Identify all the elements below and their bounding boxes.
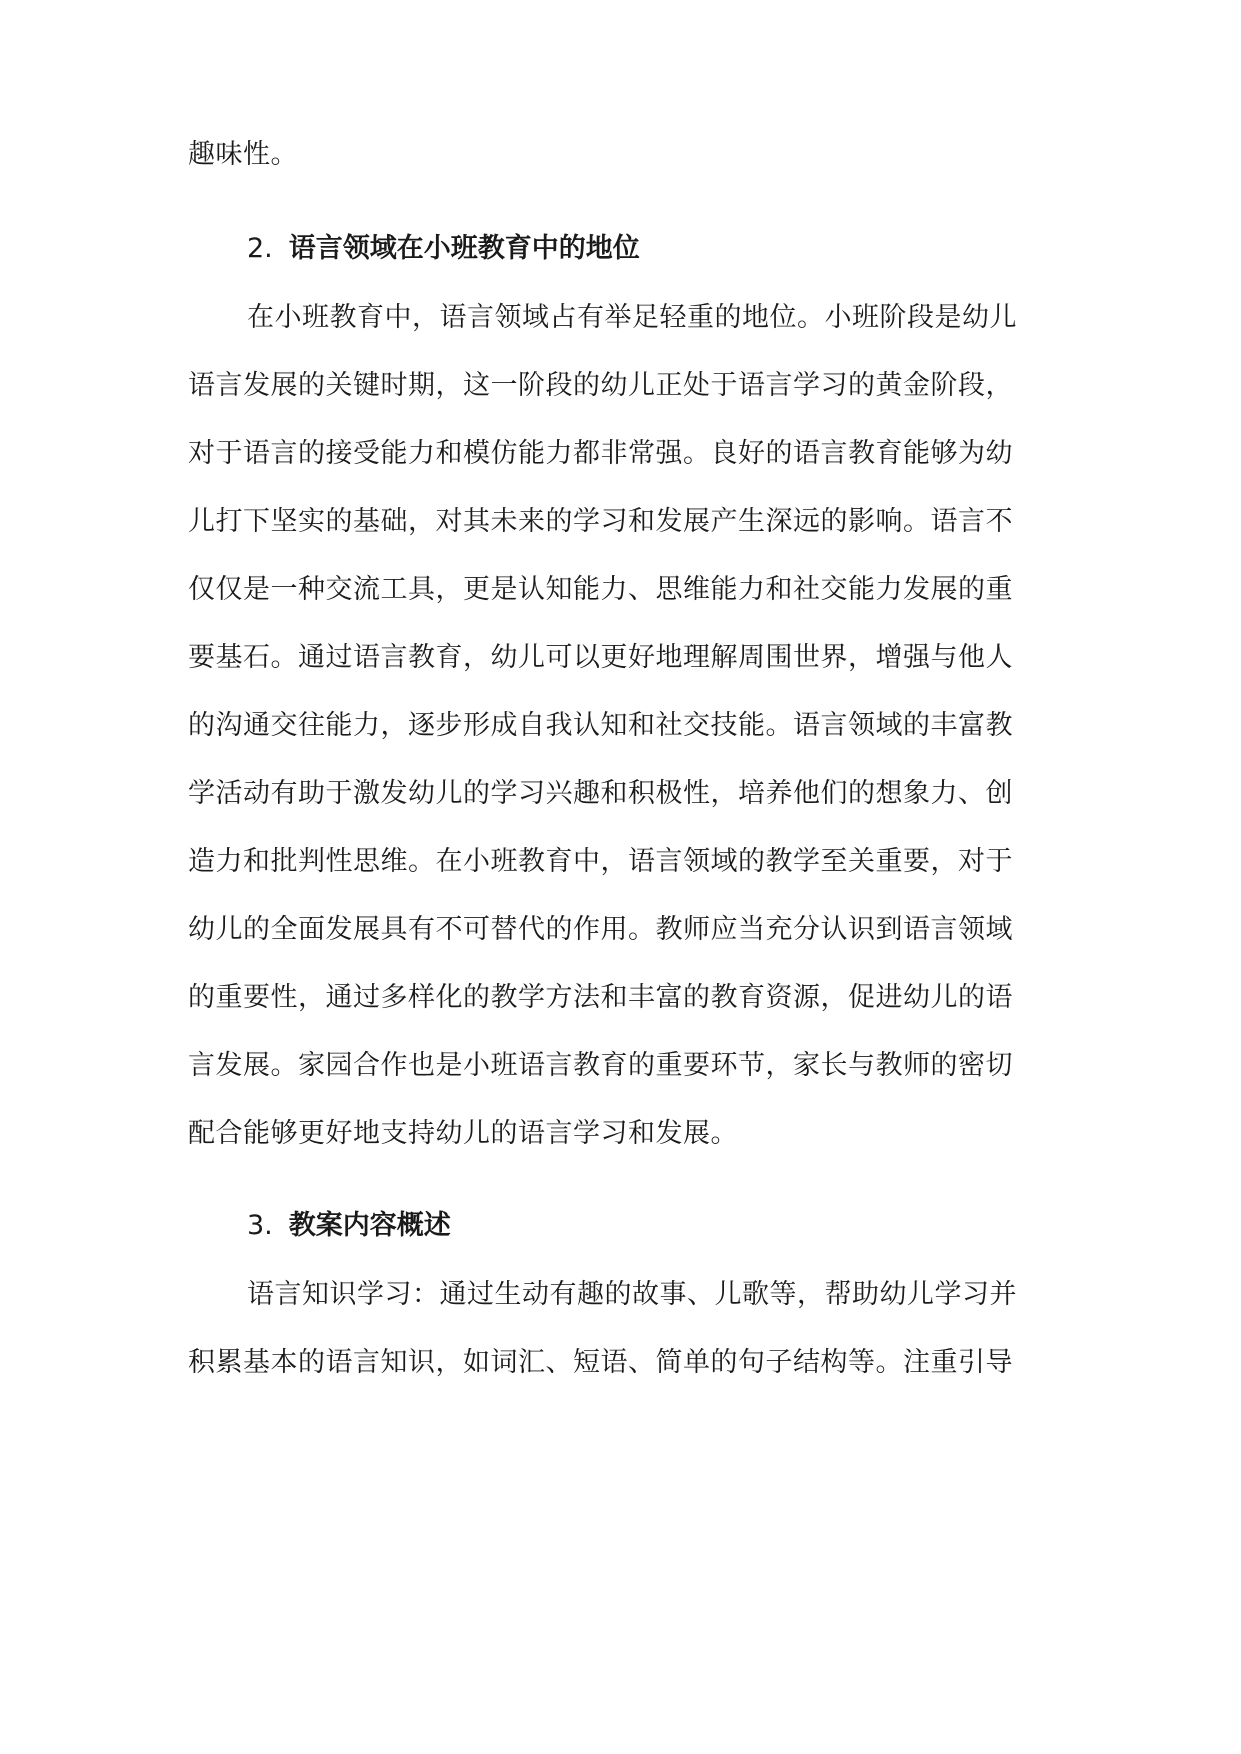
paragraph-line: 的重要性，通过多样化的教学方法和丰富的教育资源，促进幼儿的语 bbox=[188, 982, 1013, 1013]
paragraph-line: 配合能够更好地支持幼儿的语言学习和发展。 bbox=[188, 1118, 738, 1149]
section-title: 语言领域在小班教育中的地位 bbox=[288, 233, 640, 264]
paragraph-line: 积累基本的语言知识，如词汇、短语、简单的句子结构等。注重引导 bbox=[188, 1347, 1013, 1378]
paragraph-line: 对于语言的接受能力和模仿能力都非常强。良好的语言教育能够为幼 bbox=[188, 438, 1013, 469]
paragraph-line: 语言发展的关键时期，这一阶段的幼儿正处于语言学习的黄金阶段， bbox=[188, 370, 1013, 401]
section-title: 教案内容概述 bbox=[288, 1210, 451, 1241]
section-heading-2 bbox=[247, 229, 640, 269]
paragraph-line: 趣味性。 bbox=[188, 139, 298, 170]
paragraph-line: 在小班教育中，语言领域占有举足轻重的地位。小班阶段是幼儿 bbox=[247, 302, 1017, 333]
paragraph-line: 仅仅是一种交流工具，更是认知能力、思维能力和社交能力发展的重 bbox=[188, 574, 1013, 605]
paragraph-line: 造力和批判性思维。在小班教育中，语言领域的教学至关重要，对于 bbox=[188, 846, 1013, 877]
paragraph-line: 幼儿的全面发展具有不可替代的作用。教师应当充分认识到语言领域 bbox=[188, 914, 1013, 945]
paragraph-line: 要基石。通过语言教育，幼儿可以更好地理解周围世界，增强与他人 bbox=[188, 642, 1013, 673]
section-number: 3. bbox=[247, 1210, 273, 1241]
paragraph-line: 语言知识学习：通过生动有趣的故事、儿歌等，帮助幼儿学习并 bbox=[247, 1279, 1017, 1310]
paragraph-line: 儿打下坚实的基础，对其未来的学习和发展产生深远的影响。语言不 bbox=[188, 506, 1013, 537]
paragraph-line: 言发展。家园合作也是小班语言教育的重要环节，家长与教师的密切 bbox=[188, 1050, 1013, 1081]
paragraph-line: 的沟通交往能力，逐步形成自我认知和社交技能。语言领域的丰富教 bbox=[188, 710, 1013, 741]
section-heading-3 bbox=[247, 1206, 451, 1246]
section-number: 2. bbox=[247, 233, 273, 264]
paragraph-line: 学活动有助于激发幼儿的学习兴趣和积极性，培养他们的想象力、创 bbox=[188, 778, 1013, 809]
